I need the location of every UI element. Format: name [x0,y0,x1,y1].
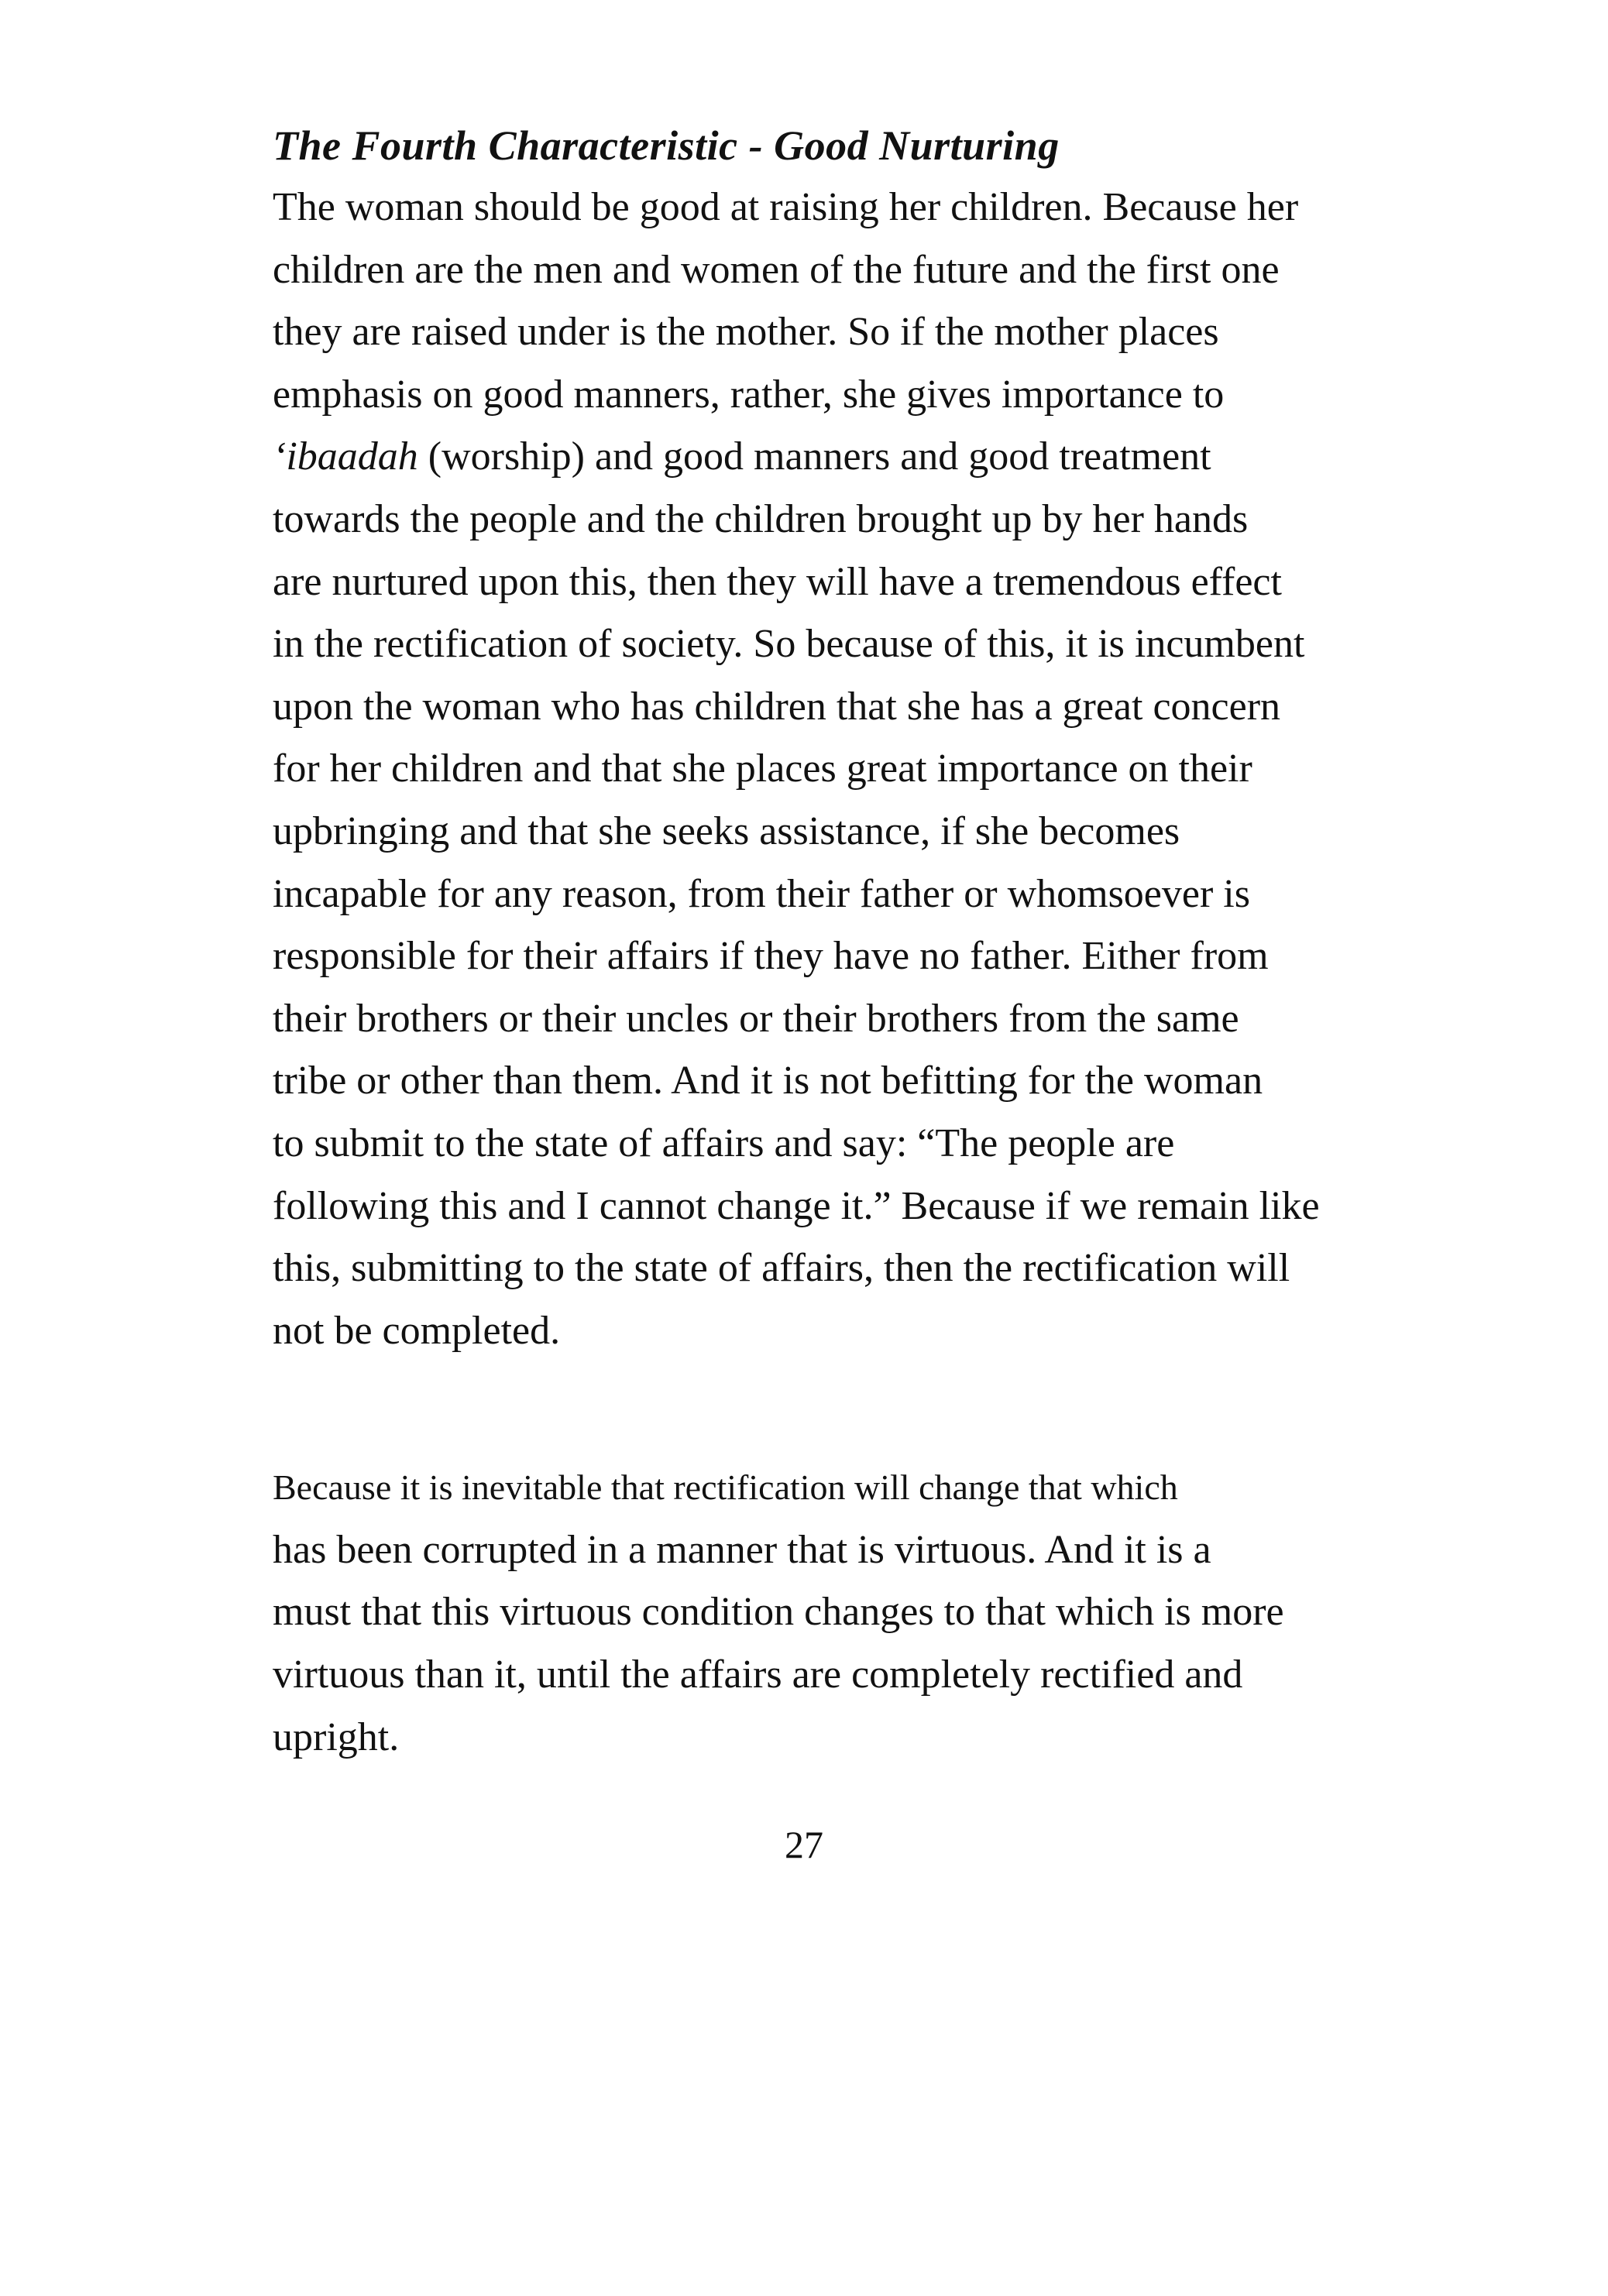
text-line: they are raised under is the mother. So if the mother places [273,310,1219,355]
text-line [273,426,1380,489]
page-text [273,115,1380,1769]
text-line: upbringing and that she seeks assistance, if she becomes [273,808,1180,853]
text-line: this, submitting to the state of affairs, then the rectification will [273,1246,1290,1291]
text-line: for her children and that she places great importance on their [273,746,1252,791]
text-line: tribe or other than them. And it is not befitting for the woman [273,1059,1263,1103]
arabic-term: ‘ibaadah [273,434,418,479]
text-line: responsible for their affairs if they have no father. Either from [273,934,1269,979]
text-line: in the rectification of society. So because of this, it is incumbent [273,622,1305,667]
text-line: are nurtured upon this, then they will have a tremendous effect [273,559,1282,604]
text-line: upright. [273,1714,400,1759]
text-line: following this and I cannot change it.” Because if we remain like [273,1183,1320,1228]
text-line: towards the people and the children brought up by her hands [273,496,1249,541]
page-number: 27 [785,1823,823,1866]
text-line: upon the woman who has children that she has a great concern [273,684,1281,729]
text-line: not be completed. [273,1308,561,1353]
text-line-rest: (worship) and good manners and good treatment [417,434,1211,479]
section-heading: The Fourth Characteristic - Good Nurturing [273,122,1060,169]
text-line: Because it is inevitable that rectification will change that which [273,1467,1178,1508]
paragraph-good-nurturing [273,177,1380,1362]
text-line: virtuous than it, until the affairs are completely rectified and [273,1653,1243,1697]
text-line: incapable for any reason, from their father or whomsoever is [273,871,1250,916]
text-line: children are the men and women of the future and the first one [273,247,1280,292]
text-line: their brothers or their uncles or their brothers from the same [273,996,1239,1041]
text-line: emphasis on good manners, rather, she gives importance to [273,372,1225,417]
text-line: The woman should be good at raising her children. Because her [273,185,1299,229]
paragraph-rectification [273,1457,1380,1769]
text-line: has been corrupted in a manner that is virtuous. And it is a [273,1527,1211,1572]
text-line: to submit to the state of affairs and say: “The people are [273,1121,1175,1165]
text-line: must that this virtuous condition changes to that which is more [273,1590,1284,1635]
